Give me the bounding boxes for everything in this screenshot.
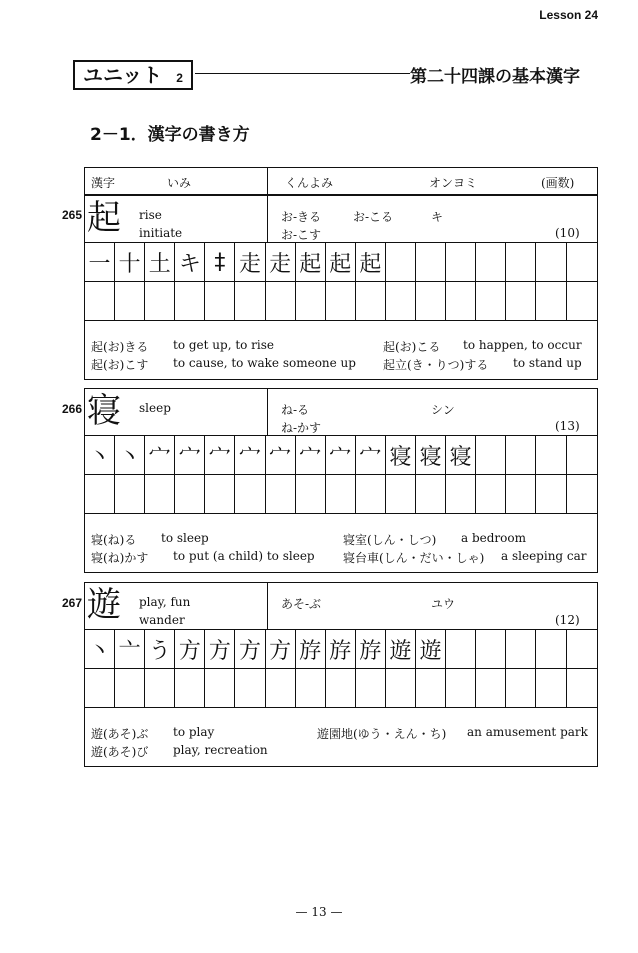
practice-cell: [506, 282, 536, 320]
on-reading: キ: [431, 210, 444, 224]
practice-cell: [205, 669, 235, 707]
stroke-cell: 寝: [386, 436, 416, 474]
practice-cell: [296, 475, 326, 513]
stroke-cell: [506, 436, 536, 474]
stroke-cell: 方: [205, 630, 235, 668]
stroke-cell: ‡: [205, 243, 235, 281]
practice-cell: [536, 475, 566, 513]
practice-cell: [326, 669, 356, 707]
practice-cell: [85, 475, 115, 513]
example-2-jp: 寝(ね)かす: [91, 551, 149, 565]
example-2-en: play, recreation: [173, 743, 268, 757]
stroke-cell: 寝: [416, 436, 446, 474]
practice-cell: [296, 282, 326, 320]
practice-cell: [145, 282, 175, 320]
page-number: — 13 —: [295, 905, 343, 919]
stroke-cell: [536, 436, 566, 474]
practice-cell: [175, 475, 205, 513]
practice-cell: [567, 669, 597, 707]
example-3-jp: 起(お)こる: [383, 340, 441, 354]
practice-cell: [356, 669, 386, 707]
practice-cell: [416, 475, 446, 513]
kun-reading-1: あそ-ぶ: [281, 597, 322, 611]
example-1-en: to sleep: [161, 531, 209, 545]
practice-cell: [506, 475, 536, 513]
stroke-cell: 亠: [115, 630, 145, 668]
stroke-order-grid: [85, 242, 597, 321]
practice-cell: [536, 669, 566, 707]
stroke-order-grid: [85, 435, 597, 514]
stroke-cell: [446, 630, 476, 668]
example-3-jp: 遊園地(ゆう・えん・ち): [317, 727, 447, 741]
practice-cell: [446, 282, 476, 320]
practice-cell: [416, 669, 446, 707]
entry-number: 265: [62, 208, 83, 222]
stroke-cell: 宀: [296, 436, 326, 474]
kanji-entry-266: [84, 388, 598, 573]
on-reading: シン: [431, 403, 455, 417]
example-1-jp: 遊(あそ)ぶ: [91, 727, 149, 741]
stroke-cell: [446, 243, 476, 281]
lesson-title: 第二十四課の基本漢字: [410, 67, 580, 87]
stroke-cell: 走: [266, 243, 296, 281]
meaning-1: play, fun: [139, 595, 191, 609]
practice-cell: [85, 282, 115, 320]
example-4-en: a sleeping car: [501, 549, 587, 563]
practice-cell: [175, 282, 205, 320]
stroke-cell: [506, 630, 536, 668]
stroke-cell: 起: [356, 243, 386, 281]
stroke-cell: 丶: [85, 436, 115, 474]
entry-divider: [267, 196, 268, 242]
stroke-cell: キ: [175, 243, 205, 281]
practice-cell: [326, 475, 356, 513]
stroke-row: [85, 630, 597, 669]
stroke-count: (10): [555, 226, 580, 240]
kanji-entry-267: [84, 582, 598, 767]
example-2-en: to put (a child) to sleep: [173, 549, 315, 563]
practice-cell: [115, 475, 145, 513]
stroke-cell: 斿: [296, 630, 326, 668]
stroke-order-grid: [85, 629, 597, 708]
unit-number: 2: [176, 71, 183, 85]
on-reading: ユウ: [431, 597, 456, 611]
practice-cell: [145, 669, 175, 707]
practice-cell: [386, 669, 416, 707]
practice-cell: [476, 669, 506, 707]
header-strokes: (画数): [541, 176, 575, 190]
example-1-en: to get up, to rise: [173, 338, 275, 352]
table-header: [84, 167, 598, 195]
stroke-cell: [536, 630, 566, 668]
practice-cell: [235, 669, 265, 707]
practice-cell: [476, 475, 506, 513]
example-1-jp: 起(お)きる: [91, 340, 149, 354]
stroke-cell: 宀: [326, 436, 356, 474]
stroke-cell: う: [145, 630, 175, 668]
stroke-row: [85, 436, 597, 475]
stroke-cell: [567, 243, 597, 281]
stroke-cell: [386, 243, 416, 281]
meaning-2: initiate: [139, 226, 183, 240]
stroke-cell: [567, 630, 597, 668]
entry-kanji: 起: [87, 198, 121, 238]
practice-cell: [476, 282, 506, 320]
stroke-cell: 方: [235, 630, 265, 668]
stroke-cell: [536, 243, 566, 281]
stroke-cell: 宀: [356, 436, 386, 474]
kun-reading-3: お-こす: [281, 228, 322, 242]
practice-cell: [175, 669, 205, 707]
stroke-cell: 宀: [145, 436, 175, 474]
practice-cell: [266, 282, 296, 320]
stroke-count: (12): [555, 613, 580, 627]
stroke-cell: 宀: [266, 436, 296, 474]
example-3-jp: 寝室(しん・しつ): [343, 533, 437, 547]
header-kun: くんよみ: [285, 176, 334, 190]
stroke-cell: 宀: [205, 436, 235, 474]
stroke-cell: [476, 630, 506, 668]
meaning-1: rise: [139, 208, 162, 222]
example-2-jp: 遊(あそ)び: [91, 745, 149, 759]
practice-cell: [326, 282, 356, 320]
practice-cell: [567, 282, 597, 320]
example-4-jp: 寝台車(しん・だい・しゃ): [343, 551, 485, 565]
practice-cell: [235, 282, 265, 320]
stroke-cell: [476, 243, 506, 281]
example-3-en: an amusement park: [467, 725, 588, 739]
practice-cell: [567, 475, 597, 513]
practice-cell: [266, 669, 296, 707]
practice-row: [85, 282, 597, 321]
practice-cell: [266, 475, 296, 513]
practice-cell: [386, 282, 416, 320]
meaning-1: sleep: [139, 401, 171, 415]
entry-divider: [267, 583, 268, 629]
kun-reading-1: ね-る: [281, 403, 310, 417]
practice-cell: [506, 669, 536, 707]
stroke-cell: 宀: [175, 436, 205, 474]
practice-cell: [536, 282, 566, 320]
stroke-cell: 走: [235, 243, 265, 281]
stroke-cell: [416, 243, 446, 281]
stroke-row: [85, 243, 597, 282]
unit-divider: [195, 73, 410, 74]
practice-cell: [296, 669, 326, 707]
header-kanji: 漢字: [91, 176, 116, 190]
kun-reading-2: お-こる: [353, 210, 394, 224]
unit-label: ユニット: [83, 63, 163, 87]
practice-cell: [85, 669, 115, 707]
stroke-cell: 寝: [446, 436, 476, 474]
practice-cell: [446, 475, 476, 513]
stroke-cell: 遊: [416, 630, 446, 668]
kanji-entry-265: [84, 195, 598, 380]
practice-cell: [386, 475, 416, 513]
stroke-cell: [476, 436, 506, 474]
stroke-cell: 起: [296, 243, 326, 281]
entry-kanji: 寝: [87, 391, 121, 431]
practice-cell: [115, 669, 145, 707]
stroke-cell: 斿: [326, 630, 356, 668]
header-meaning: いみ: [167, 176, 192, 190]
practice-cell: [446, 669, 476, 707]
stroke-count: (13): [555, 419, 580, 433]
stroke-cell: 遊: [386, 630, 416, 668]
entry-kanji: 遊: [87, 585, 121, 625]
example-3-en: to happen, to occur: [463, 338, 582, 352]
kun-reading-1: お-きる: [281, 210, 322, 224]
example-4-en: to stand up: [513, 356, 582, 370]
stroke-cell: [567, 436, 597, 474]
stroke-cell: 起: [326, 243, 356, 281]
unit-box: [73, 60, 193, 90]
example-3-en: a bedroom: [461, 531, 526, 545]
stroke-cell: [506, 243, 536, 281]
entry-divider: [267, 389, 268, 435]
header-divider: [267, 168, 268, 194]
stroke-cell: 十: [115, 243, 145, 281]
stroke-cell: 宀: [235, 436, 265, 474]
stroke-cell: 方: [175, 630, 205, 668]
example-1-en: to play: [173, 725, 215, 739]
practice-cell: [356, 282, 386, 320]
stroke-cell: 丶: [85, 630, 115, 668]
entry-number: 267: [62, 596, 83, 610]
example-4-jp: 起立(き・りつ)する: [383, 358, 489, 372]
meaning-2: wander: [139, 613, 185, 627]
example-1-jp: 寝(ね)る: [91, 533, 137, 547]
section-title: 2－1．漢字の書き方: [90, 125, 250, 145]
practice-row: [85, 669, 597, 708]
practice-cell: [115, 282, 145, 320]
practice-cell: [416, 282, 446, 320]
practice-row: [85, 475, 597, 514]
header-on: オンヨミ: [429, 176, 478, 190]
lesson-label: Lesson 24: [539, 8, 598, 22]
stroke-cell: 丶: [115, 436, 145, 474]
practice-cell: [205, 475, 235, 513]
practice-cell: [356, 475, 386, 513]
example-2-en: to cause, to wake someone up: [173, 356, 356, 370]
stroke-cell: 一: [85, 243, 115, 281]
kun-reading-3: ね-かす: [281, 421, 322, 435]
entry-number: 266: [62, 402, 83, 416]
practice-cell: [235, 475, 265, 513]
example-2-jp: 起(お)こす: [91, 358, 149, 372]
stroke-cell: 方: [266, 630, 296, 668]
practice-cell: [205, 282, 235, 320]
practice-cell: [145, 475, 175, 513]
stroke-cell: 斿: [356, 630, 386, 668]
stroke-cell: 土: [145, 243, 175, 281]
